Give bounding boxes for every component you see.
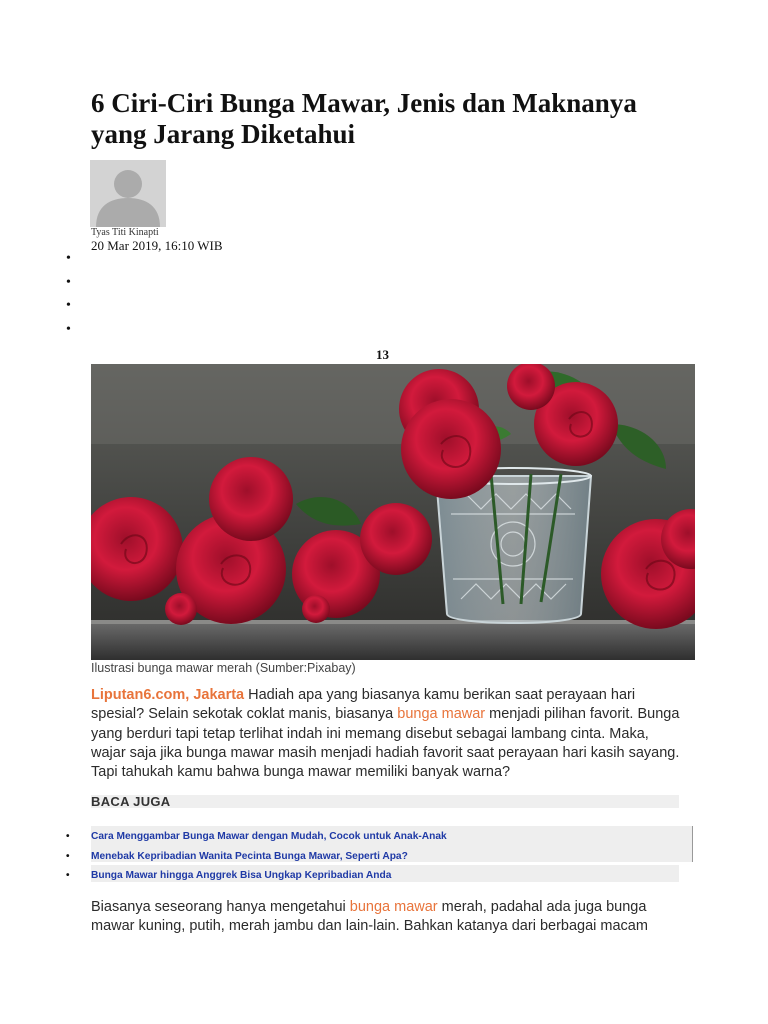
bullet: • [66,850,70,862]
related-link[interactable]: Menebak Kepribadian Wanita Pecinta Bunga Mawar, Seperti Apa? [91,850,408,862]
related-links [66,828,447,887]
share-item[interactable]: • [66,274,71,290]
bullet: • [66,870,70,881]
user-silhouette-icon [90,160,166,227]
related-link[interactable]: Cara Menggambar Bunga Mawar dengan Mudah, Cocok untuk Anak-Anak [91,831,447,842]
list-item [66,828,447,848]
list-item [66,848,447,868]
author-avatar [90,160,166,227]
body-paragraph [91,898,681,937]
share-list [66,252,71,346]
article-title: 6 Ciri-Ciri Bunga Mawar, Jenis dan Maknanya yang Jarang Diketahui [91,88,637,149]
paragraph-text: merah, padahal ada juga bunga mawar kuning, putih, merah jambu dan lain-lain. Bahkan katanya dari berbagai macam [91,899,648,935]
paragraph-text: menjadi pilihan favorit. Bunga yang berduri tapi tetap terlihat indah ini memang disebut sebagai lambang cinta. Maka, wajar saja jika bunga mawar masih menjadi hadiah favorit saat perayaan hari kasih sayang. Tapi tahukah kamu bahwa bunga mawar memiliki banyak warna? [91,706,680,781]
source-label: Liputan6.com, Jakarta [91,687,245,703]
share-item[interactable]: • [66,321,71,337]
share-item[interactable]: • [66,298,71,313]
paragraph-text: Biasanya seseorang hanya mengetahui [91,899,350,915]
bullet: • [66,831,70,842]
photo-caption: Ilustrasi bunga mawar merah (Sumber:Pixabay) [91,661,356,675]
keyword-link[interactable]: bunga mawar [397,706,486,723]
author-name[interactable]: Tyas Titi Kinapti [91,227,159,238]
rose-vase-image [91,364,695,660]
baca-juga-heading: BACA JUGA [91,794,171,809]
body-paragraph [91,686,681,782]
photo-count[interactable]: 13 [376,347,389,362]
share-item[interactable]: • [66,251,71,266]
related-link[interactable]: Bunga Mawar hingga Anggrek Bisa Ungkap Kepribadian Anda [91,870,392,881]
paragraph-text: Hadiah apa yang biasanya kamu berikan saat perayaan hari spesial? Selain sekotak coklat manis, biasanya [91,687,636,723]
baca-juga-bar [91,795,679,808]
article-photo[interactable] [91,364,695,660]
keyword-link[interactable]: bunga mawar [349,899,438,915]
list-item [66,867,447,887]
publish-date: 20 Mar 2019, 16:10 WIB [91,238,223,253]
